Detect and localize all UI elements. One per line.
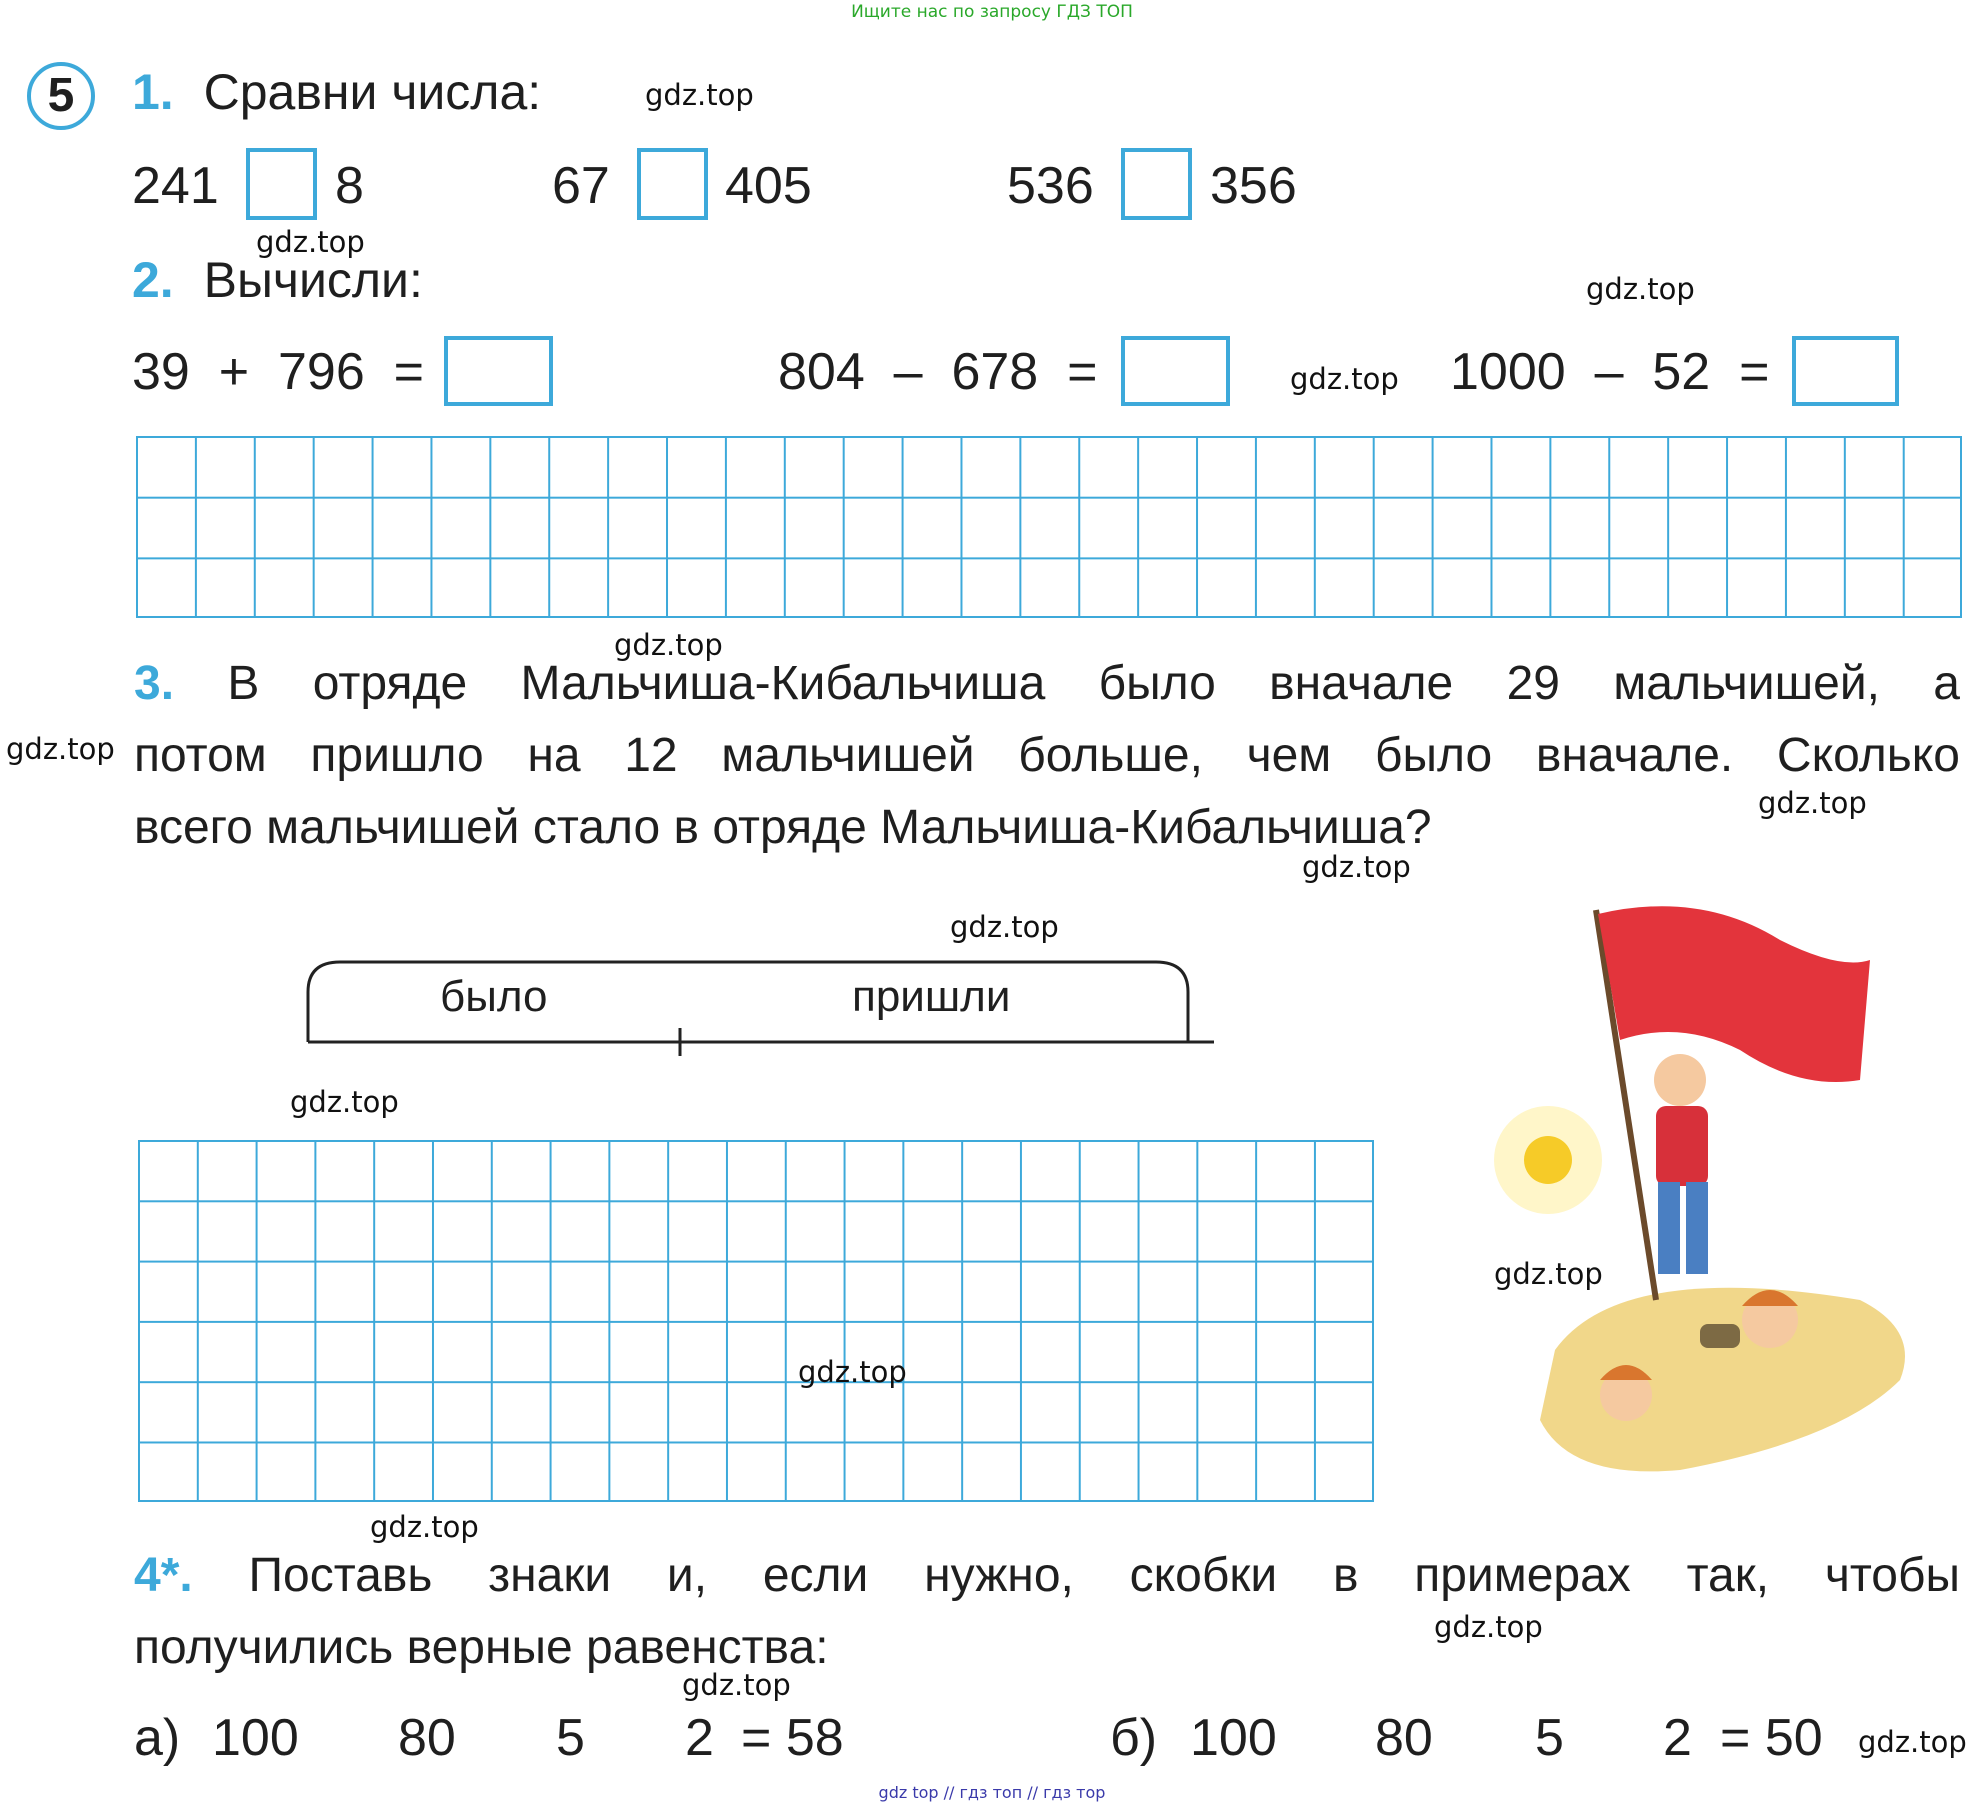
sun-icon — [1524, 1136, 1572, 1184]
watermark: gdz.top — [1758, 786, 1867, 820]
watermark: gdz.top — [290, 1085, 399, 1119]
work-grid-task2[interactable] — [136, 436, 1962, 618]
compare-a-2: 67 — [552, 157, 610, 215]
task3-line-2: потом пришло на 12 мальчишей больше, чем было вначале. Сколько — [134, 729, 1960, 782]
watermark: gdz.top — [1302, 850, 1411, 884]
equation-a-num-2: 80 — [398, 1709, 456, 1767]
expression-3: 1000 – 52 = — [1450, 343, 1770, 401]
task4-number: 4*. — [134, 1549, 193, 1602]
compare-box-3[interactable] — [1121, 148, 1192, 220]
equation-b-result: = 50 — [1720, 1709, 1823, 1767]
task2-number: 2. — [132, 252, 174, 308]
equation-b-num-4: 2 — [1663, 1709, 1692, 1767]
boy-shirt — [1656, 1106, 1708, 1186]
binoculars-icon — [1700, 1324, 1740, 1348]
watermark: gdz.top — [645, 78, 754, 112]
task3-number: 3. — [134, 657, 175, 710]
watermark: gdz.top — [256, 225, 365, 259]
task4-text-1: Поставь знаки и, если нужно, скобки в примерах так, чтобы — [248, 1549, 1960, 1602]
expression-2: 804 – 678 = — [778, 343, 1098, 401]
answer-box-1[interactable] — [444, 336, 553, 406]
page-number-badge: 5 — [27, 62, 95, 130]
compare-b-1: 8 — [335, 157, 364, 215]
task4-line-1 — [134, 1540, 1960, 1612]
compare-a-3: 536 — [1007, 157, 1094, 215]
task3-line-1 — [134, 648, 1960, 720]
watermark: gdz.top — [370, 1510, 479, 1544]
equation-b-num-3: 5 — [1535, 1709, 1564, 1767]
task2-title: Вычисли: — [203, 252, 423, 308]
equation-a-num-4: 2 — [685, 1709, 714, 1767]
equation-a-num-1: 100 — [212, 1709, 299, 1767]
watermark: gdz.top — [6, 732, 115, 766]
task1-title: Сравни числа: — [203, 64, 542, 120]
equation-a-result: = 58 — [741, 1709, 844, 1767]
equation-b-num-2: 80 — [1375, 1709, 1433, 1767]
task4-line-2: получились верные равенства: — [134, 1621, 829, 1674]
watermark: gdz.top — [1434, 1610, 1543, 1644]
work-grid-task3[interactable] — [138, 1140, 1374, 1502]
boy-leg-left — [1658, 1182, 1680, 1274]
hill-shape — [1540, 1288, 1905, 1472]
task3-text-1: В отряде Мальчиша-Кибальчиша было вначале 29 мальчишей, а — [227, 657, 1960, 710]
compare-b-2: 405 — [725, 157, 812, 215]
watermark: gdz.top — [950, 910, 1059, 944]
diagram-label-right: пришли — [852, 972, 1011, 1021]
watermark: gdz.top — [1858, 1725, 1967, 1759]
kibalchish-illustration — [1480, 880, 1920, 1480]
boy-head — [1654, 1054, 1706, 1106]
watermark: gdz.top — [1290, 362, 1399, 396]
compare-b-3: 356 — [1210, 157, 1297, 215]
compare-a-1: 241 — [132, 157, 219, 215]
task1-heading — [132, 62, 541, 122]
answer-box-3[interactable] — [1792, 336, 1899, 406]
watermark: gdz.top — [1586, 272, 1695, 306]
expression-1: 39 + 796 = — [132, 343, 425, 401]
task1-number: 1. — [132, 64, 174, 120]
equation-b-label: б) — [1110, 1709, 1158, 1767]
compare-box-1[interactable] — [246, 148, 317, 220]
watermark: gdz.top — [614, 628, 723, 662]
task2-heading — [132, 250, 423, 310]
footer-links[interactable]: gdz top // гдз топ // гдз тор — [878, 1783, 1106, 1802]
watermark: gdz.top — [1494, 1257, 1603, 1291]
equation-b-num-1: 100 — [1190, 1709, 1277, 1767]
segment-diagram — [300, 950, 1220, 1060]
answer-box-2[interactable] — [1121, 336, 1230, 406]
search-hint-link[interactable]: Ищите нас по запросу ГДЗ ТОП — [851, 2, 1133, 22]
flag-icon — [1598, 906, 1870, 1082]
watermark: gdz.top — [798, 1355, 907, 1389]
diagram-label-left: было — [440, 972, 548, 1021]
boy-leg-right — [1686, 1182, 1708, 1274]
equation-a-num-3: 5 — [556, 1709, 585, 1767]
watermark: gdz.top — [682, 1668, 791, 1702]
compare-box-2[interactable] — [637, 148, 708, 220]
task3-line-3: всего мальчишей стало в отряде Мальчиша-Кибальчиша? — [134, 801, 1432, 854]
equation-a-label: а) — [134, 1709, 181, 1767]
